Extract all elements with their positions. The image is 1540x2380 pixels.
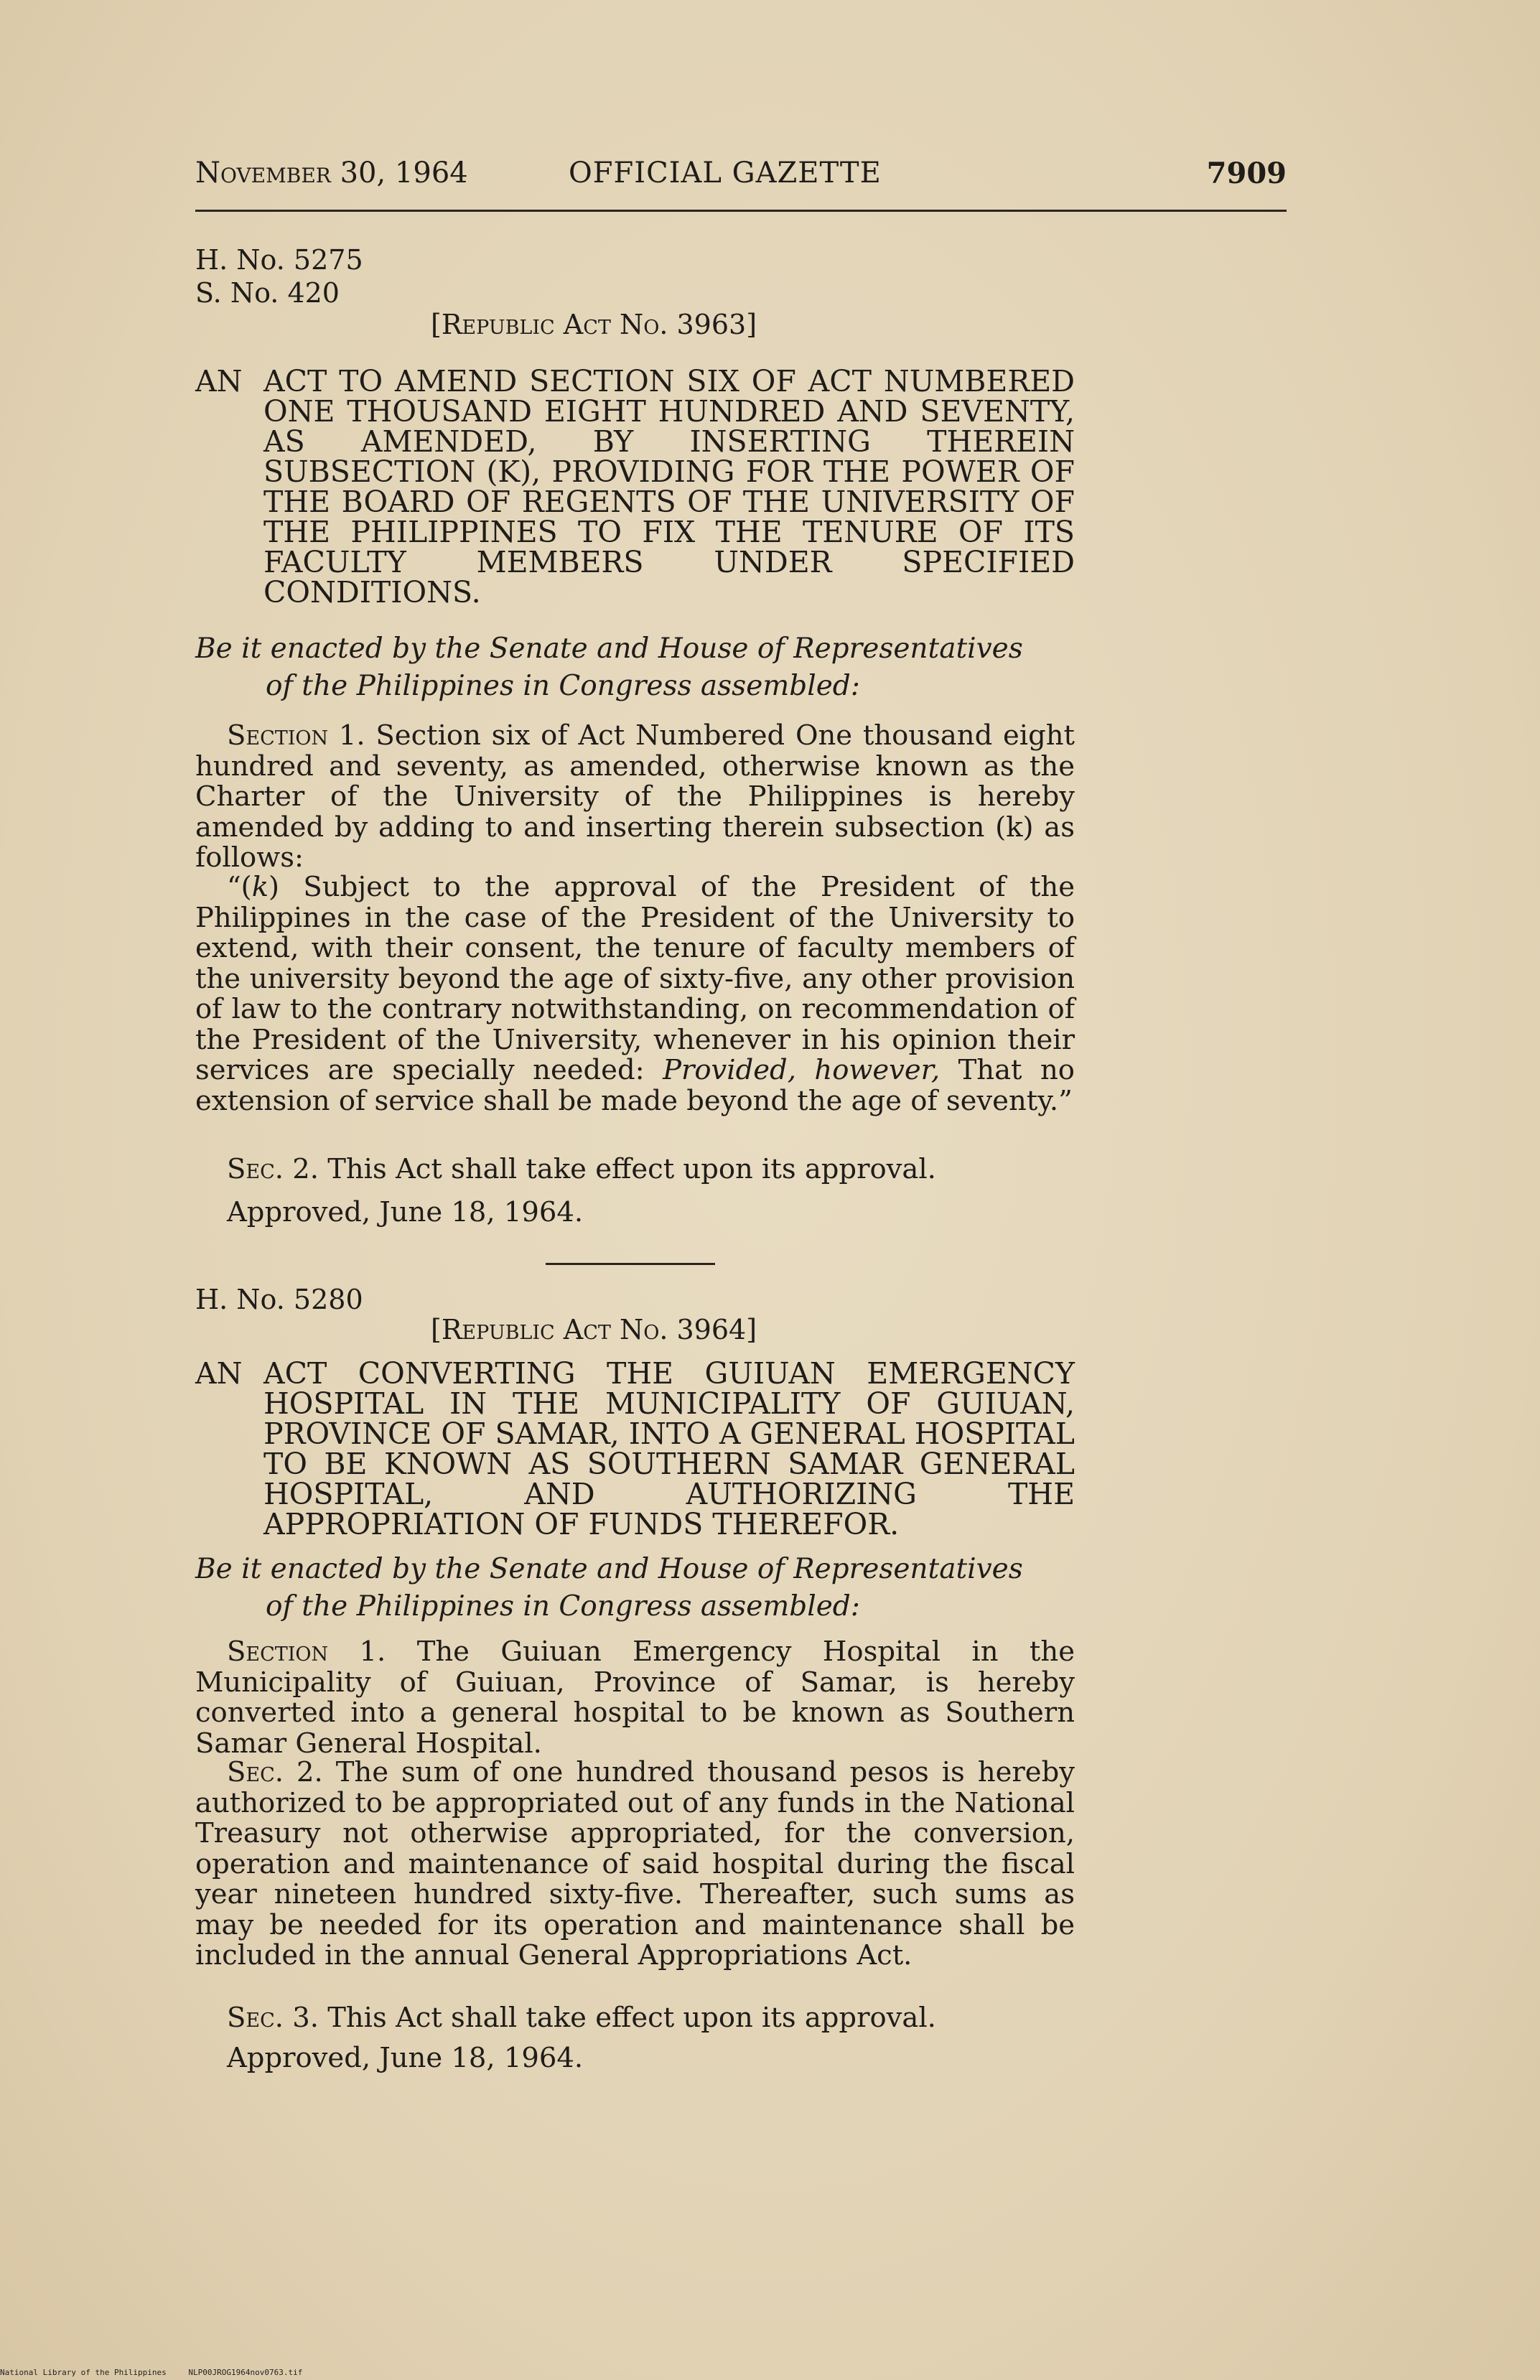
- section-text: This Act shall take effect upon its approval.: [327, 1153, 936, 1185]
- section-3: [195, 2003, 1075, 2034]
- enacting-clause-line-2: of the Philippines in Congress assembled:: [266, 670, 860, 702]
- section-2: [195, 1154, 1075, 1185]
- page-header: [195, 157, 1287, 197]
- approval-date: Approved, June 18, 1964.: [227, 2042, 584, 2074]
- enacting-clause-line-1: Be it enacted by the Senate and House of Representatives: [195, 633, 1023, 665]
- section-label: Sec. 3.: [227, 2002, 319, 2034]
- footer-file: NLP00JROG1964nov0763.tif: [188, 2368, 303, 2377]
- section-divider: [546, 1263, 715, 1265]
- act-title-text: ACT CONVERTING THE GUIUAN EMERGENCY HOSPITAL IN THE MUNICIPALITY OF GUIUAN, PROVINCE OF SAMAR, INTO A GENERAL HOSPITAL TO BE KNOWN AS SOUTHERN SAMAR GENERAL HOSPITAL, AND AUTHORIZING THE APPROPRIATION OF FUNDS THEREFOR.: [263, 1356, 1075, 1541]
- house-bill-number: H. No. 5275: [195, 244, 363, 276]
- section-1: [195, 1637, 1075, 1759]
- subsection-text: ) Subject to the approval of the President of the Philippines in the case of the President of the University to extend, with their consent, the tenure of faculty members of the university beyond the age of sixty-five, any other provision of law to the contrary notwithstanding, on recommendation of the President of the University, whenever in his opinion their services are specially needed:: [195, 871, 1075, 1086]
- subsection-k: [195, 872, 1075, 1116]
- section-2: [195, 1758, 1075, 1971]
- section-text: Section six of Act Numbered One thousand eight hundred and seventy, as amended, otherwise known as the Charter of the University of the Philippines is hereby amended by adding to and inserting therein subsection (k) as follows:: [195, 719, 1075, 874]
- subsection-letter: k: [251, 871, 269, 903]
- footer-library: National Library of the Philippines: [0, 2368, 167, 2377]
- header-rule: [195, 210, 1287, 212]
- act-title-prefix: AN: [195, 364, 243, 398]
- act-title-prefix: AN: [195, 1356, 243, 1391]
- enacting-clause-line-2: of the Philippines in Congress assembled:: [266, 1590, 860, 1623]
- approval-date: Approved, June 18, 1964.: [227, 1196, 584, 1228]
- page-number: 7909: [1206, 157, 1287, 190]
- section-1: [195, 721, 1075, 874]
- proviso-label: Provided, however,: [663, 1054, 941, 1086]
- header-date: November 30, 1964: [195, 157, 468, 190]
- subsection-open: “(: [227, 871, 252, 903]
- scan-footer: [0, 2368, 319, 2377]
- enacting-clause: [195, 1551, 1075, 1625]
- house-bill-number: H. No. 5280: [195, 1284, 363, 1315]
- section-label: Section 1.: [227, 719, 365, 752]
- senate-bill-number: S. No. 420: [195, 277, 340, 309]
- act-title-text: ACT TO AMEND SECTION SIX OF ACT NUMBERED ONE THOUSAND EIGHT HUNDRED AND SEVENTY, AS AMENDED, BY INSERTING THEREIN SUBSECTION (K), PROVIDING FOR THE POWER OF THE BOARD OF REGENTS OF THE UNIVERSITY OF THE PHILIPPINES TO FIX THE TENURE OF ITS FACULTY MEMBERS UNDER SPECIFIED CONDITIONS.: [263, 364, 1075, 610]
- section-label: Section 1.: [227, 1635, 386, 1668]
- proviso-text: That no extension of service shall be made beyond the age of seventy.”: [195, 1054, 1075, 1117]
- section-text: The Guiuan Emergency Hospital in the Municipality of Guiuan, Province of Samar, is hereby converted into a general hospital to be known as Southern Samar General Hospital.: [195, 1635, 1075, 1760]
- section-label: Sec. 2.: [227, 1756, 323, 1788]
- enacting-clause: [195, 630, 1075, 705]
- enacting-clause-line-1: Be it enacted by the Senate and House of Representatives: [195, 1553, 1023, 1585]
- section-label: Sec. 2.: [227, 1153, 319, 1185]
- act-title: [195, 364, 1075, 610]
- republic-act-number: [Republic Act No. 3963]: [431, 309, 757, 340]
- section-text: This Act shall take effect upon its approval.: [327, 2002, 936, 2034]
- act-title: [195, 1358, 1075, 1539]
- header-title: OFFICIAL GAZETTE: [569, 157, 882, 190]
- section-text: The sum of one hundred thousand pesos is hereby authorized to be appropriated out of any funds in the National Treasury not otherwise appropriated, for the conversion, operation and maintenance of said hospital during the fiscal year nineteen hundred sixty-five. Thereafter, such sums as may be needed for its operation and maintenance shall be included in the annual General Appropriations Act.: [195, 1756, 1075, 1971]
- republic-act-number: [Republic Act No. 3964]: [431, 1314, 757, 1345]
